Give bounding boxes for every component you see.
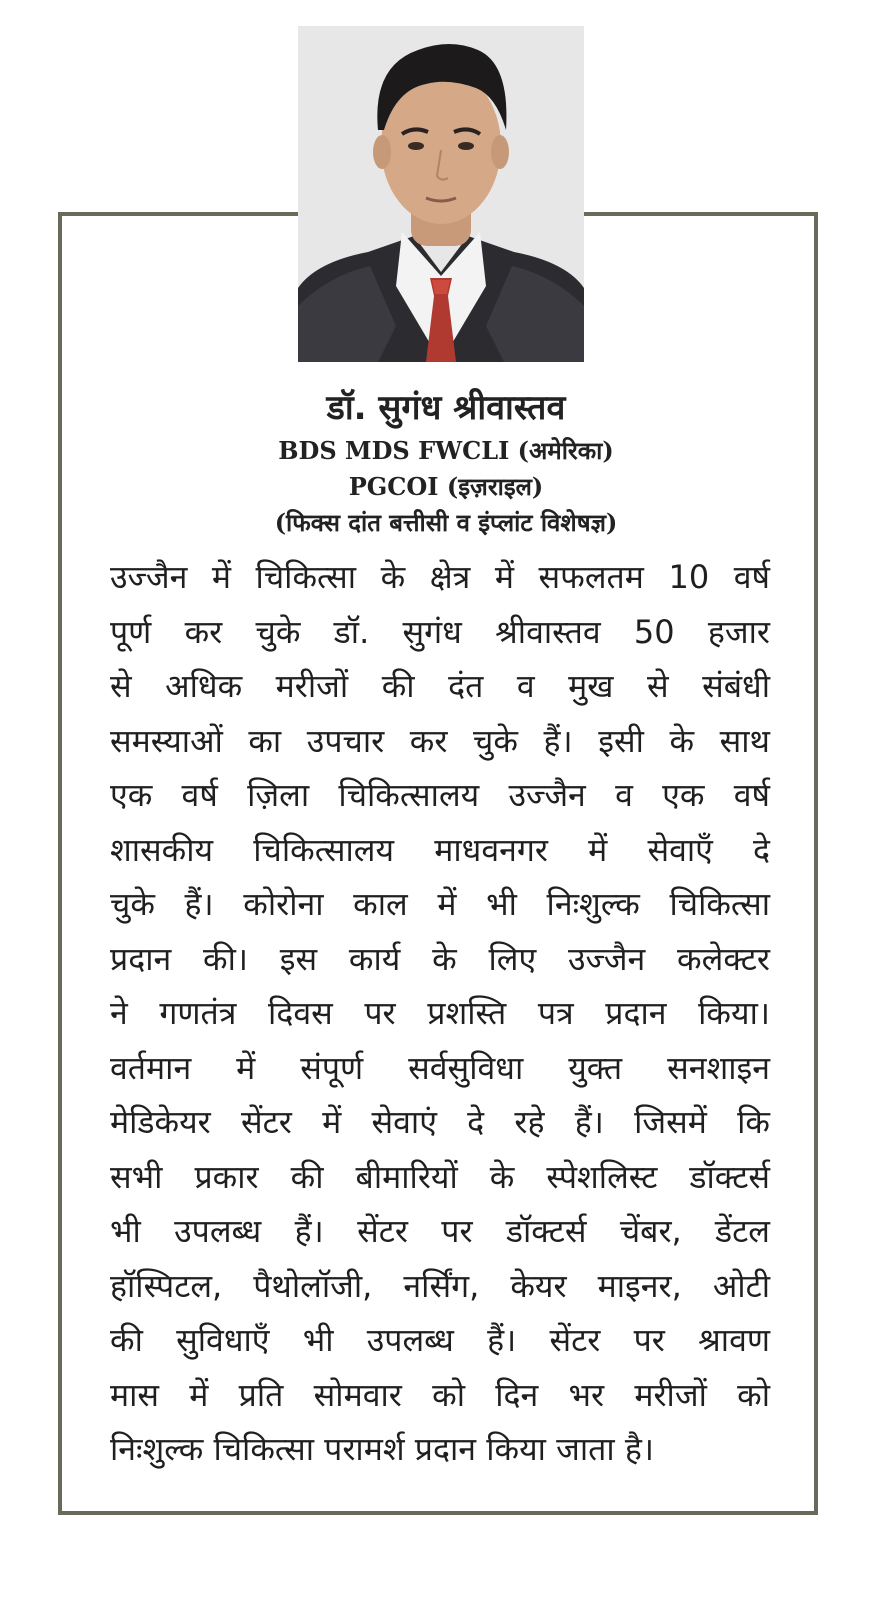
article-line: उज्जैन में चिकित्सा के क्षेत्र में सफलतम 10 वर्ष: [110, 558, 770, 596]
article-line: चुके हैं। कोरोना काल में भी निःशुल्क चिकित्सा: [110, 885, 770, 923]
doctor-portrait-photo: [298, 26, 584, 362]
article-line: शासकीय चिकित्सालय माधवनगर में सेवाएँ दे: [110, 830, 770, 869]
article-line: समस्याओं का उपचार कर चुके हैं। इसी के साथ: [110, 721, 770, 760]
article-line: मेडिकेयर सेंटर में सेवाएं दे रहे हैं। जिसमें कि: [110, 1103, 770, 1141]
doctor-name: डॉ. सुगंध श्रीवास्तव: [326, 388, 566, 428]
doctor-credentials-primary: BDS MDS FWCLI (अमेरिका): [278, 436, 614, 465]
article-line: प्रदान की। इस कार्य के लिए उज्जैन कलेक्टर: [110, 939, 770, 978]
article-line: सभी प्रकार की बीमारियों के स्पेशलिस्ट डॉक्टर्स: [110, 1157, 770, 1196]
article-line: एक वर्ष ज़िला चिकित्सालय उज्जैन व एक वर्ष: [110, 776, 770, 814]
article-line: वर्तमान में संपूर्ण सर्वसुविधा युक्त सनशाइन: [110, 1048, 770, 1087]
article-line: हॉस्पिटल, पैथोलॉजी, नर्सिंग, केयर माइनर, ओटी: [110, 1266, 770, 1305]
article-line: पूर्ण कर चुके डॉ. सुगंध श्रीवास्तव 50 हजार: [110, 612, 770, 651]
article-line: से अधिक मरीजों की दंत व मुख से संबंधी: [110, 667, 770, 705]
article-line: की सुविधाएँ भी उपलब्ध हैं। सेंटर पर श्रावण: [110, 1321, 770, 1359]
doctor-specialty: (फिक्स दांत बत्तीसी व इंप्लांट विशेषज्ञ): [274, 508, 618, 537]
article-line: मास में प्रति सोमवार को दिन भर मरीजों को: [110, 1375, 770, 1414]
article-line: भी उपलब्ध हैं। सेंटर पर डॉक्टर्स चेंबर, डेंटल: [110, 1212, 770, 1250]
article-line: निःशुल्क चिकित्सा परामर्श प्रदान किया जाता है।: [110, 1430, 654, 1468]
doctor-credentials-secondary: PGCOI (इज़राइल): [348, 472, 544, 501]
article-body: [110, 550, 770, 1477]
article-line: ने गणतंत्र दिवस पर प्रशस्ति पत्र प्रदान किया।: [110, 994, 770, 1032]
